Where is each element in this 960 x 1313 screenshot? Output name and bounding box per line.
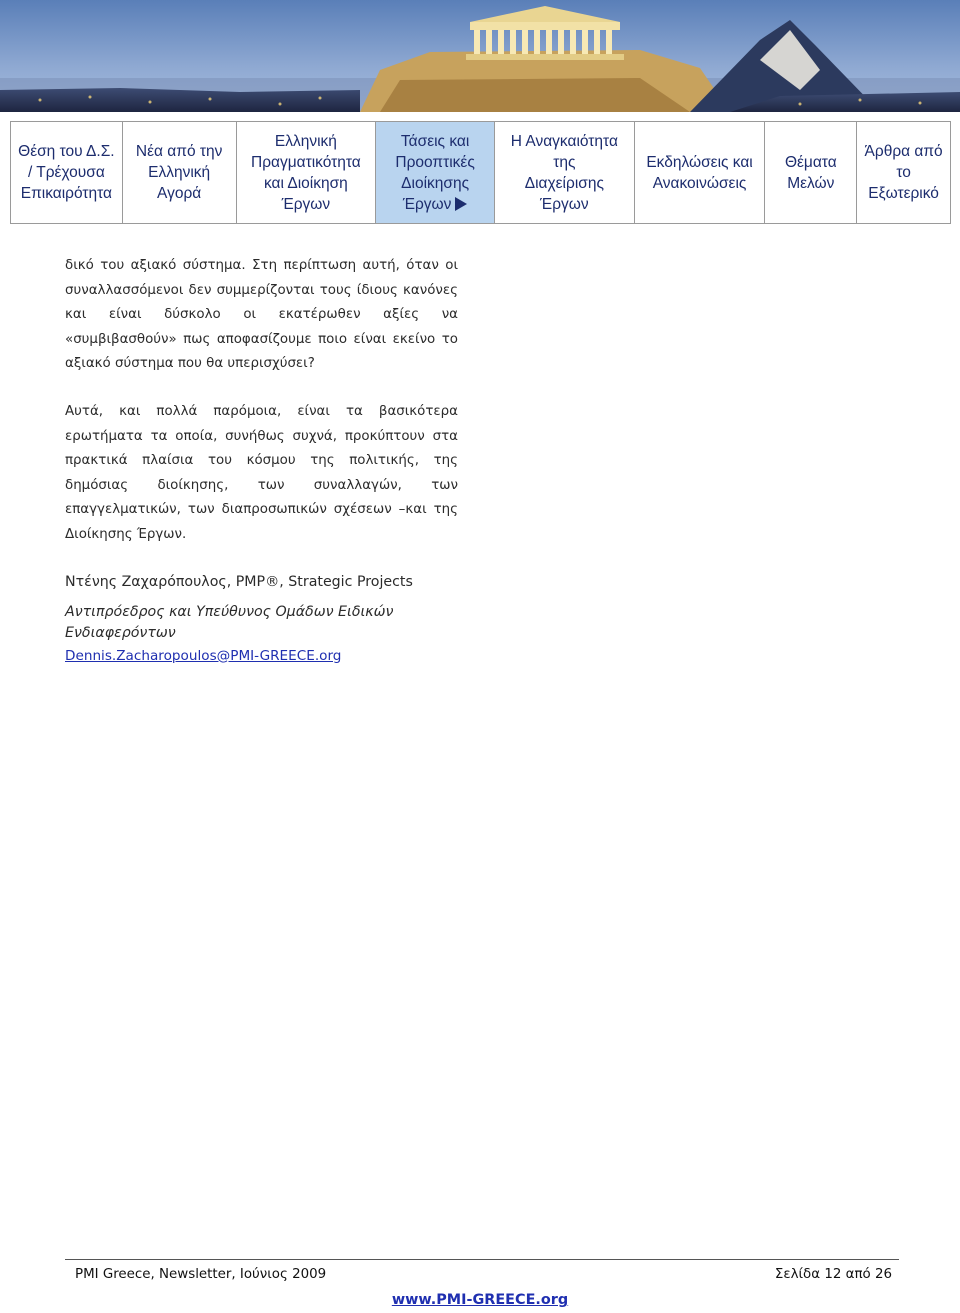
article-paragraph: Αυτά, και πολλά παρόμοια, είναι τα βασικότερα ερωτήματα τα οποία, συνήθως συχνά, προκύπτουν στα πρακτικά πλαίσια του κόσμου της πολιτικής, της δημόσιας διοίκησης, των συναλλαγών, των επαγγελματικών, των διαπροσωπικών σχέσεων –και της Διοίκησης Έργων.	[65, 403, 458, 542]
nav-item-label: Άρθρα από το Εξωτερικό	[864, 143, 943, 202]
author-role: Αντιπρόεδρος και Υπεύθυνος Ομάδων Ειδικών Ενδιαφερόντων	[65, 603, 394, 641]
author-name: Ντένης Ζαχαρόπουλος, PMP®, Strategic Projects	[65, 573, 413, 590]
nav-item-trends-perspectives[interactable]	[376, 122, 495, 223]
nav-item-greek-reality[interactable]	[237, 122, 377, 223]
nav-item-necessity[interactable]	[495, 122, 635, 223]
footer-newsletter-info: PMI Greece, Newsletter, Ιούνιος 2009	[75, 1267, 327, 1282]
footer-website	[0, 1292, 960, 1308]
nav-item-label-text: Τάσεις και Προοπτικές Διοίκησης Έργων	[395, 132, 475, 213]
nav-item-board-position[interactable]	[11, 122, 123, 223]
nav-item-label: Θέση του Δ.Σ. / Τρέχουσα Επικαιρότητα	[18, 143, 115, 202]
nav-item-greek-market-news[interactable]	[123, 122, 237, 223]
play-arrow-icon	[455, 197, 467, 211]
nav-item-label: Ελληνική Πραγματικότητα και Διοίκηση Έργων	[251, 132, 361, 213]
nav-item-member-topics[interactable]	[765, 122, 857, 223]
nav-item-label	[395, 131, 474, 215]
nav-item-label: Νέα από την Ελληνική Αγορά	[135, 143, 223, 202]
footer-website-link[interactable]: www.PMI-GREECE.org	[391, 1292, 569, 1308]
article-paragraph: δικό του αξιακό σύστημα. Στη περίπτωση αυτή, όταν οι συναλλασσόμενοι δεν συμμερίζονται τους ίδιους κανόνες και είναι δύσκολο οι εκατέρωθεν αξίες να «συμβιβασθούν» πως αποφασίζουμε ποιο είναι εκείνο το αξιακό σύστημα που θα υπερισχύσει?	[65, 258, 458, 372]
author-email	[65, 646, 458, 666]
article-body	[65, 254, 458, 666]
nav-item-label: Εκδηλώσεις και Ανακοινώσεις	[646, 153, 753, 192]
nav-item-label: Θέματα Μελών	[784, 153, 837, 192]
acropolis-illustration	[0, 0, 960, 112]
footer-divider	[65, 1259, 899, 1260]
nav-item-label: Η Αναγκαιότητα της Διαχείρισης Έργων	[510, 132, 618, 213]
nav-item-events[interactable]	[635, 122, 766, 223]
author-email-link[interactable]: Dennis.Zacharopoulos@PMI-GREECE.org	[65, 647, 342, 664]
nav-item-foreign-articles[interactable]	[857, 122, 950, 223]
footer-page-number: Σελίδα 12 από 26	[774, 1267, 892, 1282]
header-banner-image	[0, 0, 960, 112]
main-navigation	[10, 121, 951, 224]
